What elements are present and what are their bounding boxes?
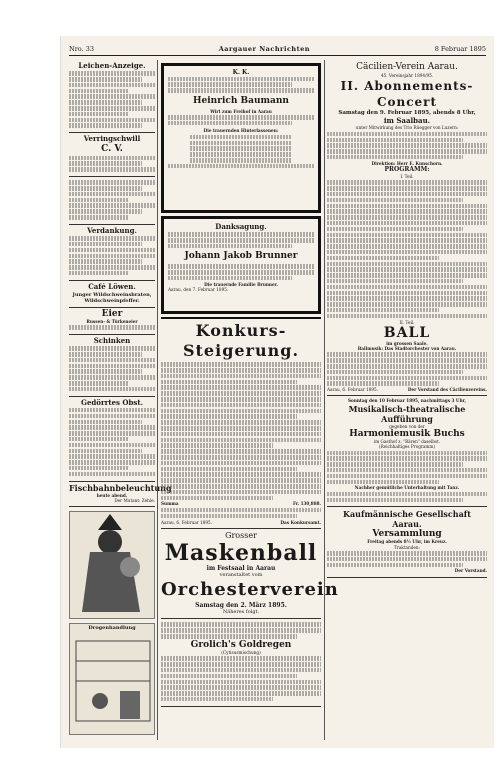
jester-illustration bbox=[69, 511, 155, 619]
music-theatre-ad bbox=[327, 396, 487, 507]
auction-signature: Das Konkursamt. bbox=[280, 519, 321, 525]
goldregen-sub: (Cytisusmischung) bbox=[221, 649, 261, 655]
column-rule bbox=[324, 60, 325, 740]
deceased-name: Heinrich Baumann bbox=[193, 95, 289, 106]
goldregen-title: Grolich's Goldregen bbox=[190, 639, 292, 650]
music-title: Musikalisch-theatralische Aufführung bbox=[348, 403, 466, 424]
more-info: Näheres folgt. bbox=[222, 608, 260, 615]
column-rule bbox=[157, 60, 158, 740]
concert-venue: im Saalbau. bbox=[383, 116, 431, 126]
column-middle bbox=[161, 60, 339, 738]
thanks-name: Johann Jakob Brunner bbox=[184, 251, 298, 262]
ad-text: Russen- & Türkeneier bbox=[86, 318, 138, 324]
masked-ball-venue: im Festsaal in Aarau bbox=[206, 564, 276, 572]
death-announcement bbox=[161, 63, 321, 213]
ad-title: Verdankung. bbox=[87, 225, 137, 235]
thanks-announcement bbox=[161, 216, 321, 314]
program-note: (Reichhaltiges Programm) bbox=[379, 444, 435, 450]
society-board: Der Vorstand. bbox=[454, 568, 487, 574]
ad-ham bbox=[69, 335, 155, 397]
deceased-title: Wirt zum Freihof in Aarau bbox=[210, 108, 272, 114]
concert-director: Direktion: Herr E. Kunschorn. bbox=[371, 160, 443, 166]
ad-title: Leichen-Anzeige. bbox=[78, 61, 146, 70]
sum-label: Summa bbox=[161, 501, 179, 507]
meeting-title: Versammlung bbox=[372, 529, 442, 540]
masked-ball-by: veranstaltet vom bbox=[219, 571, 263, 578]
bankruptcy-auction bbox=[161, 317, 321, 529]
initials: K. K. bbox=[232, 69, 250, 76]
sum-value: Fr. 130,888. bbox=[292, 501, 321, 507]
drugstore-illustration bbox=[69, 623, 155, 735]
shop-label: Drogenhandlung bbox=[88, 624, 136, 631]
ad-cafe bbox=[69, 281, 155, 308]
ad-title: Gedörrtes Obst. bbox=[80, 397, 144, 407]
ad-title: Fischbahnbeleuchtung bbox=[69, 482, 172, 493]
ad-text: Junger Wildschweinsbraten, Wildschweinpfeffer. bbox=[72, 291, 152, 304]
issue-number: Nro. 33 bbox=[69, 44, 94, 53]
ball-music: Ballmusik: Das Stadtorchester von Aarau. bbox=[357, 345, 457, 351]
club-title: Cäcilien-Verein Aarau. bbox=[356, 62, 458, 72]
part-two: II. Teil. bbox=[399, 319, 415, 325]
auction-date: Aarau, 6. Februar 1895. bbox=[161, 519, 213, 525]
concert-trio: unter Mitwirkung des Trio Rüegger von Luzern: bbox=[355, 125, 459, 131]
masked-ball-title: Maskenball bbox=[164, 539, 318, 566]
thanks-family: Die trauernde Familie Brunner. bbox=[204, 281, 278, 287]
music-date: Sonntag den 10 Februar 1895, nachmittags 3 Uhr, bbox=[348, 398, 466, 404]
concert-board: Der Vorstand des Cäcilienvereins. bbox=[407, 387, 487, 393]
merchant-society-ad bbox=[327, 507, 487, 577]
family-heading: Die trauernden Hinterlassenen: bbox=[203, 128, 279, 134]
masked-ball-pre: Grosser bbox=[225, 530, 257, 540]
ad-author: Der Mutant: Zehle. bbox=[114, 497, 155, 503]
thanks-title: Danksagung. bbox=[215, 222, 267, 231]
ad-dried-fruit bbox=[69, 397, 155, 482]
ad-club bbox=[69, 133, 155, 177]
goldregen-ad bbox=[161, 619, 321, 707]
afterwards-note: Nachher gemütliche Unterhaltung mit Tanz. bbox=[354, 485, 460, 491]
ball-location: im grossen Saale. bbox=[386, 340, 428, 346]
masked-ball-date: Samstag den 2. März 1895. bbox=[195, 601, 287, 609]
masquerade-ad bbox=[161, 529, 339, 619]
ad-death-notice bbox=[69, 60, 155, 133]
concert-date: Samstag den 9. Februar 1895, abends 8 Uhr, bbox=[338, 110, 476, 117]
society-title: Kaufmännische Gesellschaft Aarau. bbox=[343, 509, 471, 530]
ad-notice bbox=[69, 177, 155, 225]
ad-title: Schinken bbox=[93, 336, 131, 345]
column-right bbox=[327, 60, 487, 738]
orchestra-name: Orchesterverein bbox=[161, 578, 339, 600]
club-year: 45. Vereinsjahr 1894/95. bbox=[380, 73, 434, 78]
concert-ad bbox=[327, 60, 487, 396]
auction-title: Konkurs-Steigerung. bbox=[182, 321, 300, 360]
ad-eggs bbox=[69, 308, 155, 335]
issue-date: 8 Februar 1895 bbox=[434, 44, 486, 53]
ad-subtitle: C. V. bbox=[101, 144, 123, 155]
ball-title: BALL bbox=[383, 324, 431, 341]
ad-thanks bbox=[69, 225, 155, 281]
concert-title: II. Abonnements-Concert bbox=[340, 79, 474, 110]
newspaper-title: Aargauer Nachrichten bbox=[218, 44, 310, 53]
program-heading: PROGRAMM: bbox=[384, 165, 430, 173]
thanks-date: Aarau, den 7. Februar 1895. bbox=[168, 286, 229, 292]
ad-subtitle: heute abend. bbox=[96, 492, 128, 498]
harmonie-name: Harmoniemusik Buchs bbox=[349, 428, 465, 439]
music-by: gegeben von der bbox=[389, 423, 425, 429]
ad-title: Café Löwen. bbox=[88, 281, 136, 291]
agenda-heading: Traktanden: bbox=[394, 544, 420, 550]
concert-notice-date: Aarau, 6. Februar 1895. bbox=[327, 387, 379, 393]
ad-title: Eier bbox=[101, 308, 123, 319]
newspaper-page bbox=[60, 36, 494, 748]
meeting-date: Freitag abends 8½ Uhr, im Kreuz. bbox=[367, 539, 447, 545]
part-one: I. Teil. bbox=[400, 173, 414, 179]
harmonie-venue: im Gasthof z. "Bären" daselbst. bbox=[373, 438, 441, 444]
page-header bbox=[69, 42, 486, 56]
ad-title: Verringschwill bbox=[83, 134, 141, 144]
